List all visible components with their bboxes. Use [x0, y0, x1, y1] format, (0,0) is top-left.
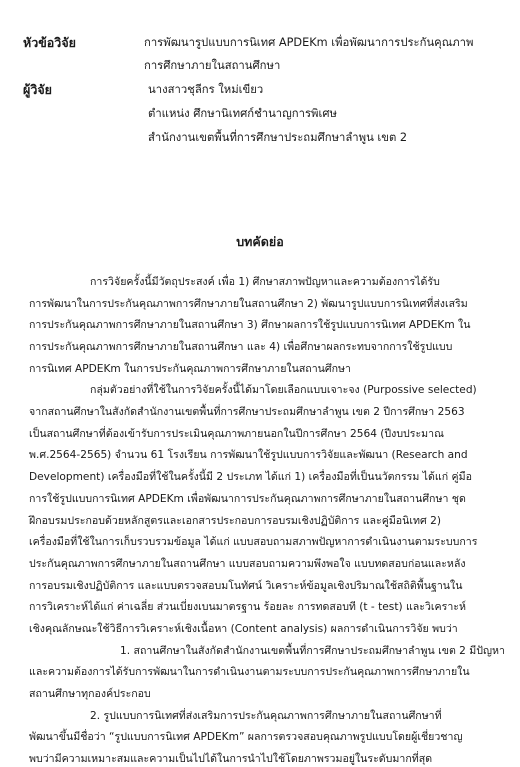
abstract-line: พ.ศ.2564-2565) จำนวน 61 โรงเรียน การพัฒนาใช้รูปแบบการวิจัยและพัฒนา (Research and [29, 449, 468, 461]
abstract-heading: บทคัดย่อ [236, 234, 284, 249]
researcher-position: ตำแหน่ง ศึกษานิเทศก์ชำนาญการพิเศษ [148, 107, 337, 120]
research-title-line-2: การศึกษาภายในสถานศึกษา [144, 59, 281, 72]
researcher-name: นางสาวชุลีกร ใหม่เขียว [148, 83, 264, 96]
abstract-finding-1: 1. สถานศึกษาในสังกัดสำนักงานเขตพื้นที่การศึกษาประถมศึกษาลำพูน เขต 2 มีปัญหา [120, 645, 505, 657]
research-title-label: หัวข้อวิจัย [23, 35, 76, 50]
abstract-line: การใช้รูปแบบการนิเทศ APDEKm เพื่อพัฒนาการประกันคุณภาพการศึกษาภายในสถานศึกษา ชุด [29, 493, 466, 505]
abstract-line: เครื่องมือที่ใช้ในการเก็บรวบรวมข้อมูล ได้แก่ แบบสอบถามสภาพปัญหาการดำเนินงานตามระบบการ [29, 536, 478, 548]
abstract-line: การพัฒนาในการประกันคุณภาพการศึกษาภายในสถานศึกษา 2) พัฒนารูปแบบการนิเทศที่ส่งเสริม [29, 298, 468, 310]
abstract-line: การนิเทศ APDEKm ในการประกันคุณภาพการศึกษาภายในสถานศึกษา [29, 363, 351, 375]
abstract-line: การประกันคุณภาพการศึกษาภายในสถานศึกษา และ 4) เพื่อศึกษาผลกระทบจากการใช้รูปแบบ [29, 341, 453, 353]
abstract-line: จากสถานศึกษาในสังกัดสำนักงานเขตพื้นที่การศึกษาประถมศึกษาลำพูน เขต 2 ปีการศึกษา 2563 [29, 406, 465, 418]
abstract-line: เชิงคุณลักษณะใช้วิธีการวิเคราะห์เชิงเนื้อหา (Content analysis) ผลการดำเนินการวิจัย พบว่า [29, 623, 458, 635]
abstract-line: กลุ่มตัวอย่างที่ใช้ในการวิจัยครั้งนี้ได้มาโดยเลือกแบบเจาะจง (Purpossive selected) [90, 384, 477, 396]
abstract-line: ประกันคุณภาพการศึกษาภายในสถานศึกษา แบบสอบถามความพึงพอใจ แบบทดสอบก่อนและหลัง [29, 558, 466, 570]
abstract-finding-2: 2. รูปแบบการนิเทศที่ส่งเสริมการประกันคุณภาพการศึกษาภายในสถานศึกษาที่ [90, 710, 442, 722]
abstract-line: การอบรมเชิงปฏิบัติการ และแบบตรวจสอบมโนทัศน์ วิเคราะห์ข้อมูลเชิงปริมาณใช้สถิติพื้นฐานใน [29, 580, 463, 592]
abstract-line: การประกันคุณภาพการศึกษาภายในสถานศึกษา 3) ศึกษาผลการใช้รูปแบบการนิเทศ APDEKm ใน [29, 319, 471, 331]
abstract-line: เป็นสถานศึกษาที่ต้องเข้ารับการประเมินคุณภาพภายนอกในปีการศึกษา 2564 (ปีงบประมาณ [29, 428, 444, 440]
abstract-line: พัฒนาขึ้นมีชื่อว่า “รูปแบบการนิเทศ APDEKm” ผลการตรวจสอบคุณภาพรูปแบบโดยผู้เชี่ยวชาญ [29, 731, 463, 743]
researcher-label: ผู้วิจัย [23, 82, 52, 97]
abstract-line: Development) เครื่องมือที่ใช้ในครั้งนี้มี 2 ประเภท ได้แก่ 1) เครื่องมือที่เป็นนวัตกรรม ได้แก่ คู่มือ [29, 471, 472, 483]
abstract-line: ฝึกอบรมประกอบด้วยหลักสูตรและเอกสารประกอบการอบรมเชิงปฏิบัติการ และคู่มือนิเทศ 2) [29, 515, 441, 527]
research-title-line-1: การพัฒนารูปแบบการนิเทศ APDEKm เพื่อพัฒนาการประกันคุณภาพ [144, 36, 474, 49]
abstract-line: การวิจัยครั้งนี้มีวัตถุประสงค์ เพื่อ 1) ศึกษาสภาพปัญหาและความต้องการได้รับ [90, 276, 440, 288]
abstract-line: พบว่ามีความเหมาะสมและความเป็นไปได้ในการนำไปใช้โดยภาพรวมอยู่ในระดับมากที่สุด [29, 753, 433, 765]
researcher-office: สำนักงานเขตพื้นที่การศึกษาประถมศึกษาลำพูน เขต 2 [148, 131, 408, 144]
abstract-line: การวิเคราะห์ได้แก่ ค่าเฉลี่ย ส่วนเบี่ยงเบนมาตรฐาน ร้อยละ การทดสอบที (t - test) และวิเคราะห์ [29, 601, 466, 613]
abstract-line: และความต้องการได้รับการพัฒนาในการดำเนินงานตามระบบการประกันคุณภาพการศึกษาภายใน [29, 666, 470, 678]
abstract-line: สถานศึกษาทุกองค์ประกอบ [29, 688, 151, 700]
